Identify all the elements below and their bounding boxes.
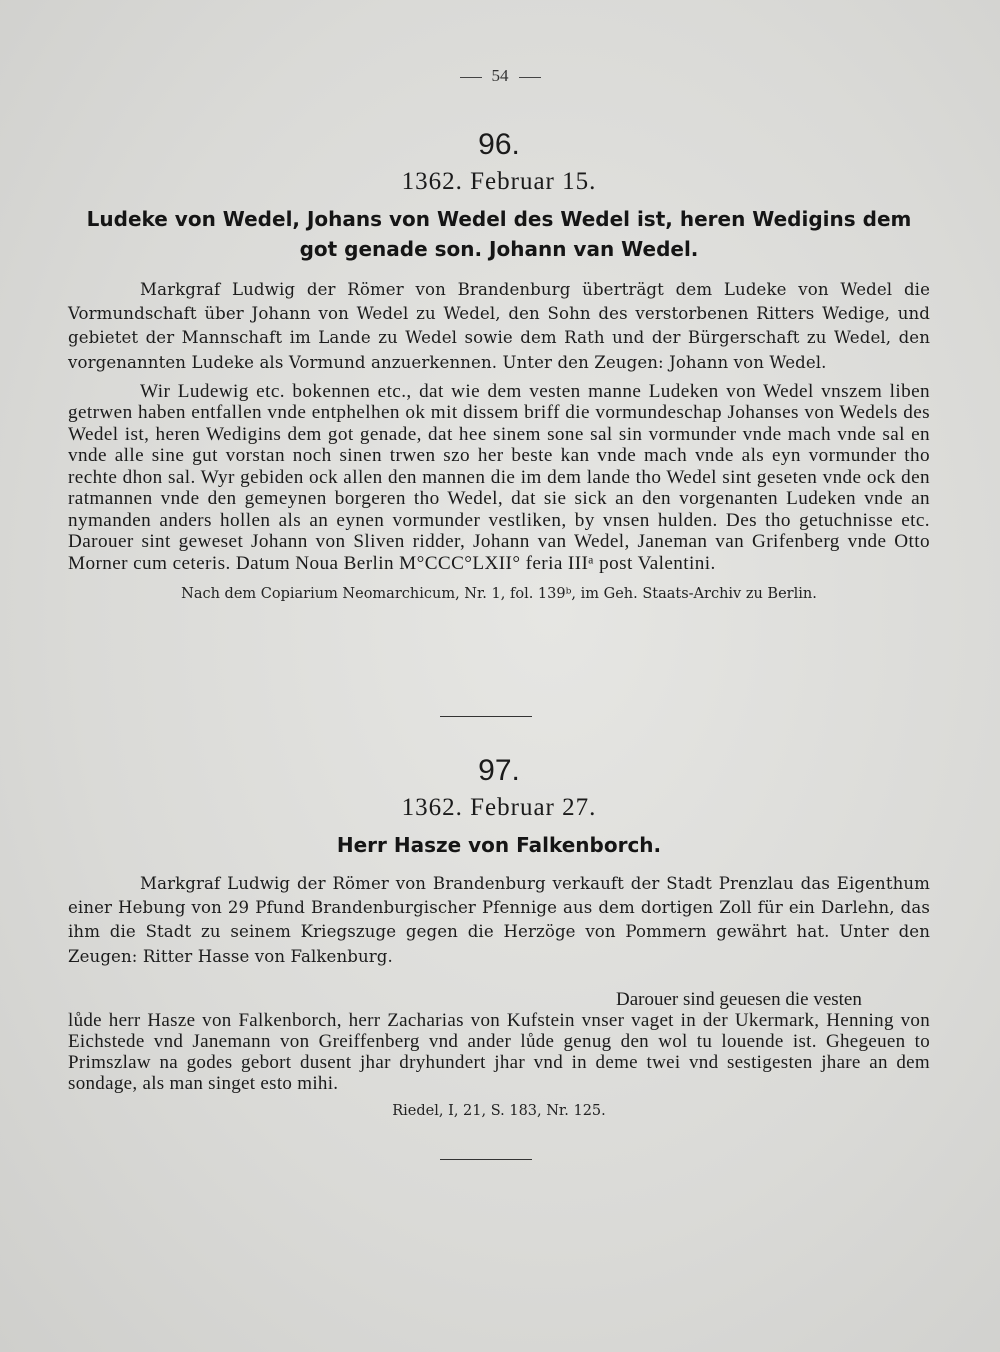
separator-rule — [440, 716, 532, 717]
entry-title-line2: got genade son. Johann van Wedel. — [299, 237, 699, 261]
entry-97 — [68, 754, 930, 1119]
entry-charter-text-first-line: Darouer sind geuesen die vesten — [616, 988, 862, 1010]
entry-regest: Markgraf Ludwig der Römer von Brandenburg überträgt dem Ludeke von Wedel die Vormundschaft über Johann von Wedel zu Wedel, den Sohn des verstorbenen Ritters Wedige, und gebietet der Mannschaft im Lande zu Wedel sowie dem Rath und der Bürgerschaft zu Wedel, den vorgenannten Ludeke als Vormund anzuerkennen. Unter den Zeugen: Johann von Wedel. — [68, 280, 930, 372]
dash-right — [519, 77, 541, 78]
entry-title: Herr Hasze von Falkenborch. — [336, 833, 662, 857]
entry-number: 96. — [478, 128, 520, 161]
entry-96 — [68, 128, 930, 602]
entry-source: Riedel, I, 21, S. 183, Nr. 125. — [392, 1102, 606, 1119]
entry-number: 97. — [478, 754, 520, 787]
end-rule — [440, 1159, 532, 1160]
entry-charter-text: Wir Ludewig etc. bokennen etc., dat wie dem vesten manne Ludeken von Wedel vnszem liben getrwen haben entfallen vnde entphelhen ok mit dissem briff die vormundeschap Johanses von Wedels des Wedel ist, heren Wedigins dem got genade, dat hee sinem sone sal sin vormunder vnde mach vnde sal en vnde alle sine gut vorstan noch sinen trwen szo her beste kan vnde mach vnde als eyn vormunder tho rechte dhon sal. Wyr gebiden ock allen den mannen die im dem lande tho Wedel sint geseten vnde ock den ratmannen vnde den gemeynen borgeren tho Wedel, dat sie sick an den vorgenanten Ludeken vnde an nymanden anders hollen als an eynen vormunder vestliken, by vnsen hulden. Des tho getuchnisse etc. Darouer sint geweset Johann von Sliven ridder, Johann van Wedel, Janeman van Grifenberg vnde Otto Morner cum ceteris. Datum Noua Berlin M°CCC°LXII° feria IIIᵃ post Valentini. — [68, 380, 930, 574]
page-number: 54 — [0, 66, 1000, 86]
entry-date: 1362. Februar 15. — [401, 168, 597, 195]
entry-source: Nach dem Copiarium Neomarchicum, Nr. 1, fol. 139ᵇ, im Geh. Staats-Archiv zu Berlin. — [181, 586, 817, 603]
entry-title — [68, 204, 930, 264]
dash-left — [460, 77, 482, 78]
entry-regest: Markgraf Ludwig der Römer von Brandenburg verkauft der Stadt Prenzlau das Eigenthum einer Hebung von 29 Pfund Brandenburgischer Pfennige aus dem dortigen Zoll für ein Darlehn, das ihm die Stadt zu seinem Kriegszuge gegen die Herzöge von Pommern gewährt hat. Unter den Zeugen: Ritter Hasse von Falkenburg. — [68, 874, 930, 966]
entry-charter-text: lůde herr Hasze von Falkenborch, herr Zacharias von Kufstein vnser vaget in der Ukermark, Henning von Eichstede vnd Janemann von Greiffenberg vnd ander lůde genug den wol tu louende ist. Ghegeuen to Primszlaw na godes gebort dusent jhar dryhundert jhar vnd in deme twei vnd sestigesten jhare an dem sondage, als man singet esto mihi. — [68, 1009, 930, 1095]
entry-title-line1: Ludeke von Wedel, Johans von Wedel des Wedel ist, heren Wedigins dem — [86, 207, 912, 231]
entry-date: 1362. Februar 27. — [401, 794, 597, 821]
